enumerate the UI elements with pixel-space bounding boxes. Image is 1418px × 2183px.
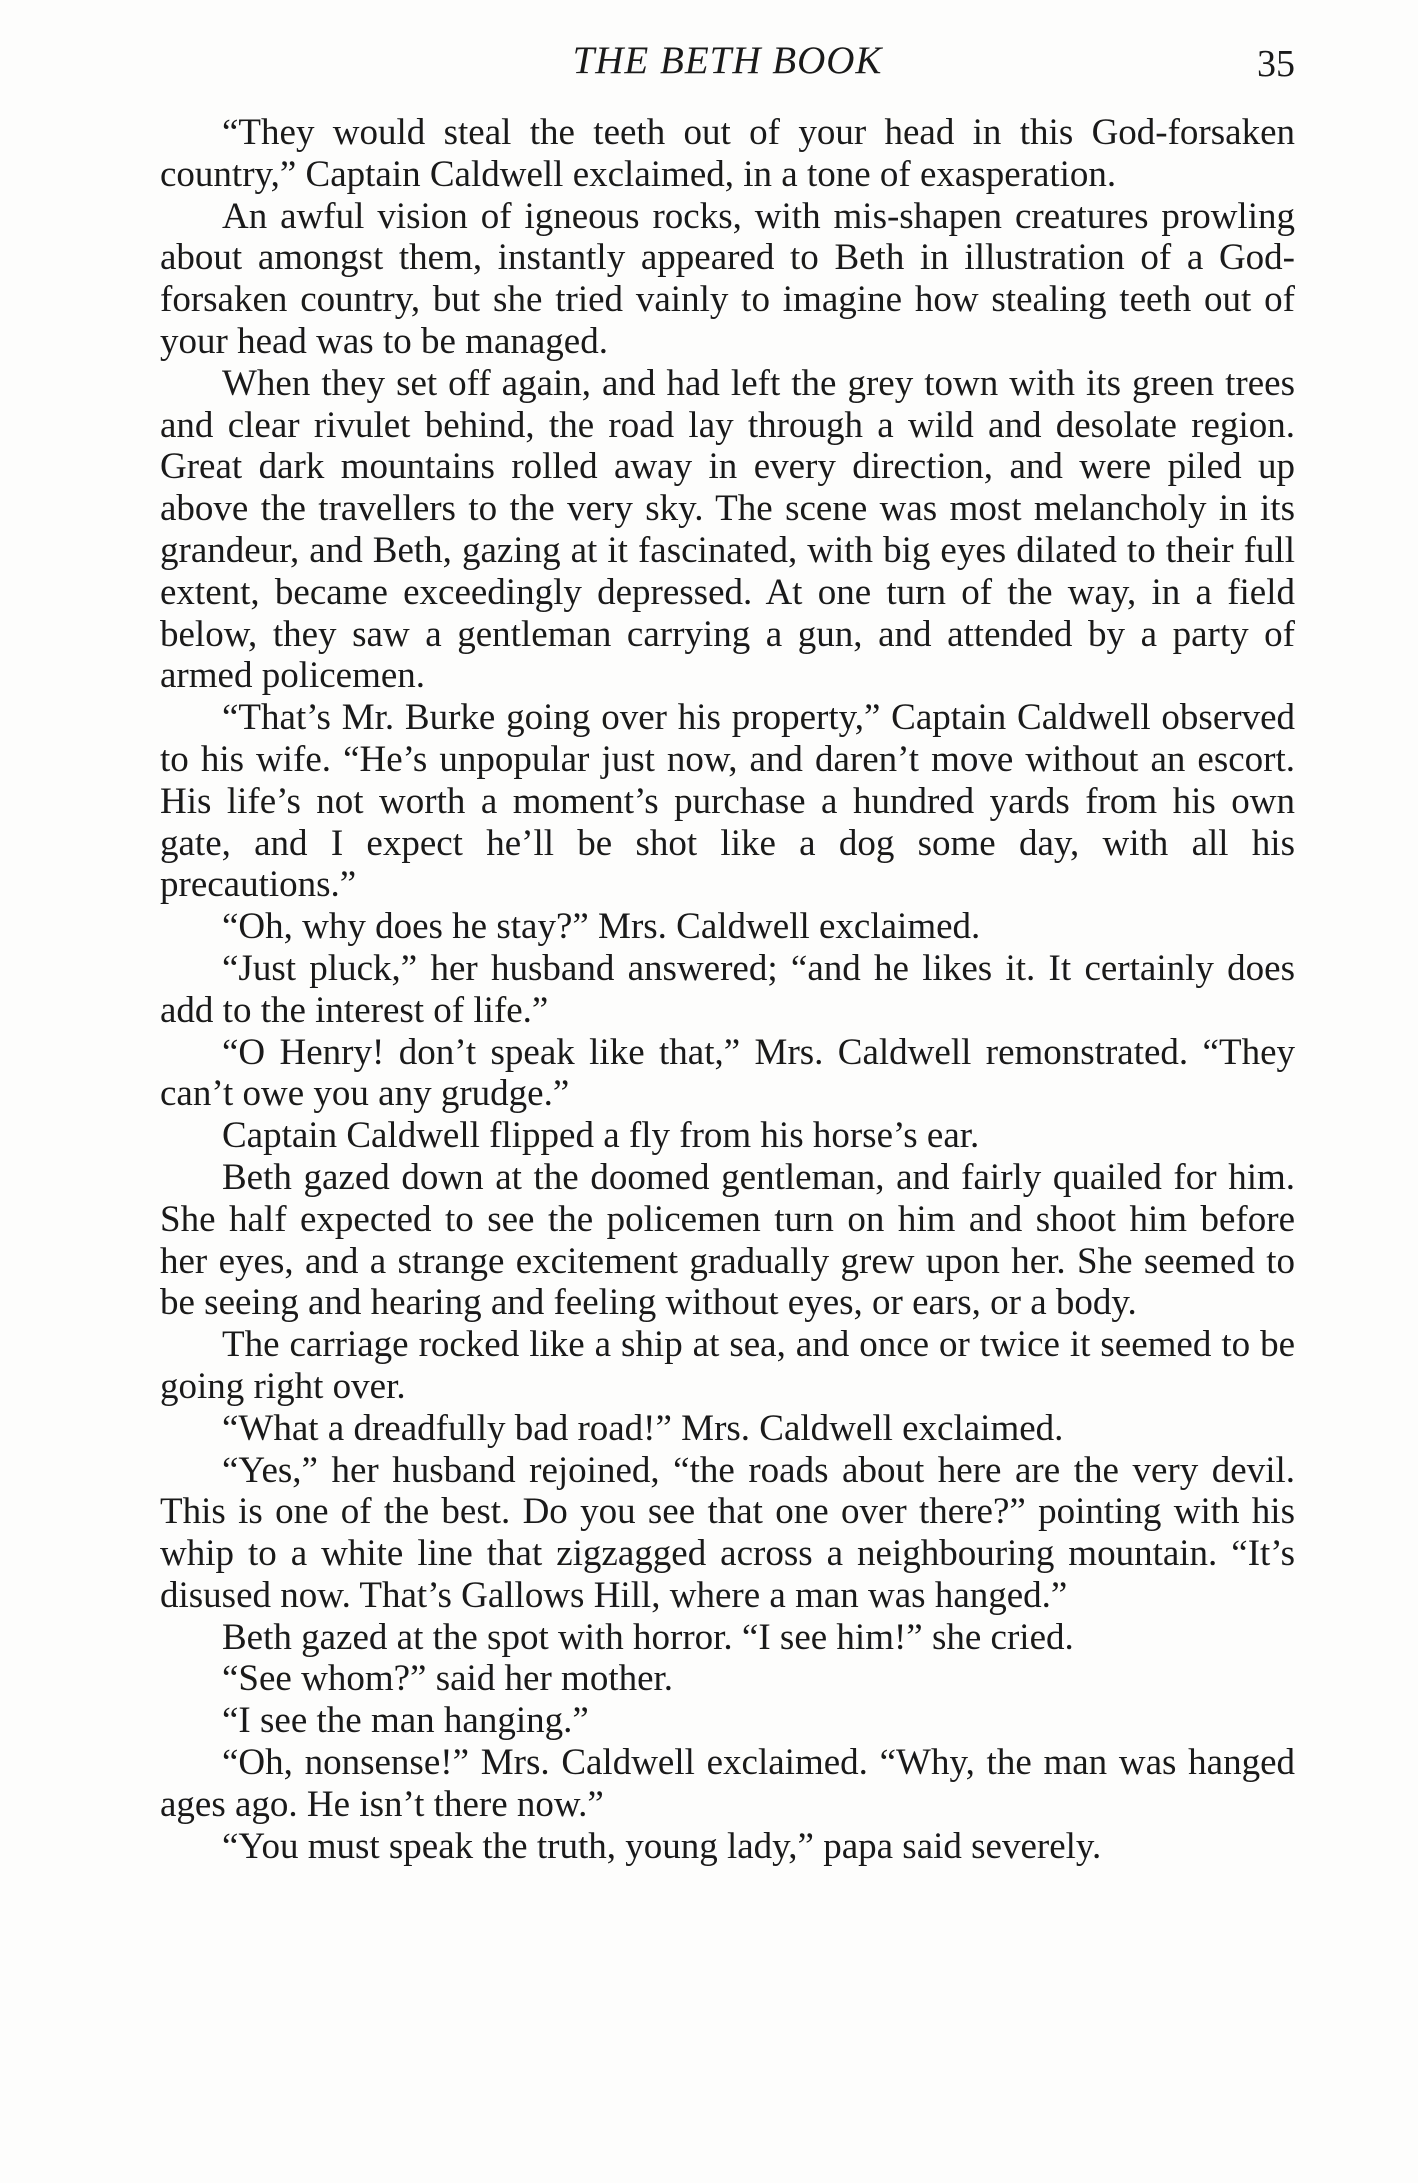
paragraph: “O Henry! don’t speak like that,” Mrs. Caldwell remonstrated. “They can’t owe you any grudge.”	[160, 1031, 1295, 1115]
paragraph: Captain Caldwell flipped a fly from his horse’s ear.	[222, 1115, 980, 1157]
paragraph: An awful vision of igneous rocks, with mis-shapen creatures prowling about amongst them, instantly appeared to Beth in illustration of a God-forsaken country, but she tried vainly to imagine how stealing teeth out of your head was to be managed.	[160, 195, 1295, 362]
paragraph: “I see the man hanging.”	[222, 1700, 589, 1742]
paragraph: “See whom?” said her mother.	[222, 1658, 674, 1700]
paragraph: “Just pluck,” her husband answered; “and he likes it. It certainly does add to the interest of life.”	[160, 947, 1295, 1031]
page-number: 35	[1257, 43, 1295, 85]
paragraph: When they set off again, and had left the grey town with its green trees and clear rivulet behind, the road lay through a wild and desolate region. Great dark mountains rolled away in every direction, and were piled up above the travellers to the very sky. The scene was most melancholy in its grandeur, and Beth, gazing at it fascinated, with big eyes dilated to their full extent, became exceedingly depressed. At one turn of the way, in a field below, they saw a gentleman carrying a gun, and attended by a party of armed policemen.	[160, 362, 1295, 697]
paragraph: “That’s Mr. Burke going over his property,” Captain Caldwell observed to his wife. “He’s unpopular just now, and daren’t move without an escort. His life’s not worth a moment’s purchase a hundred yards from his own gate, and I expect he’ll be shot like a dog some day, with all his precautions.”	[160, 697, 1295, 906]
paragraph: “Yes,” her husband rejoined, “the roads about here are the very devil. This is one of the best. Do you see that one over there?” pointing with his whip to a white line that zigzagged across a neighbouring mountain. “It’s disused now. That’s Gallows Hill, where a man was hanged.”	[160, 1449, 1295, 1616]
paragraph: Beth gazed down at the doomed gentleman, and fairly quailed for him. She half expected to see the policemen turn on him and shoot him before her eyes, and a strange excitement gradually grew upon her. She seemed to be seeing and hearing and feeling without eyes, or ears, or a body.	[160, 1156, 1295, 1324]
paragraph: “Oh, nonsense!” Mrs. Caldwell exclaimed. “Why, the man was hanged ages ago. He isn’t there now.”	[160, 1742, 1295, 1825]
body-text	[160, 112, 1295, 1867]
running-title: THE BETH BOOK	[572, 39, 883, 82]
paragraph: “You must speak the truth, young lady,” papa said severely.	[222, 1825, 1102, 1867]
paragraph: “What a dreadfully bad road!” Mrs. Caldwell exclaimed.	[222, 1407, 1064, 1449]
paragraph: The carriage rocked like a ship at sea, and once or twice it seemed to be going right over.	[160, 1324, 1295, 1407]
paragraph: “Oh, why does he stay?” Mrs. Caldwell exclaimed.	[222, 906, 981, 948]
paragraph: Beth gazed at the spot with horror. “I see him!” she cried.	[222, 1616, 1074, 1658]
paragraph: “They would steal the teeth out of your head in this God-forsaken country,” Captain Caldwell exclaimed, in a tone of exasperation.	[160, 112, 1295, 195]
running-head	[160, 38, 1295, 98]
